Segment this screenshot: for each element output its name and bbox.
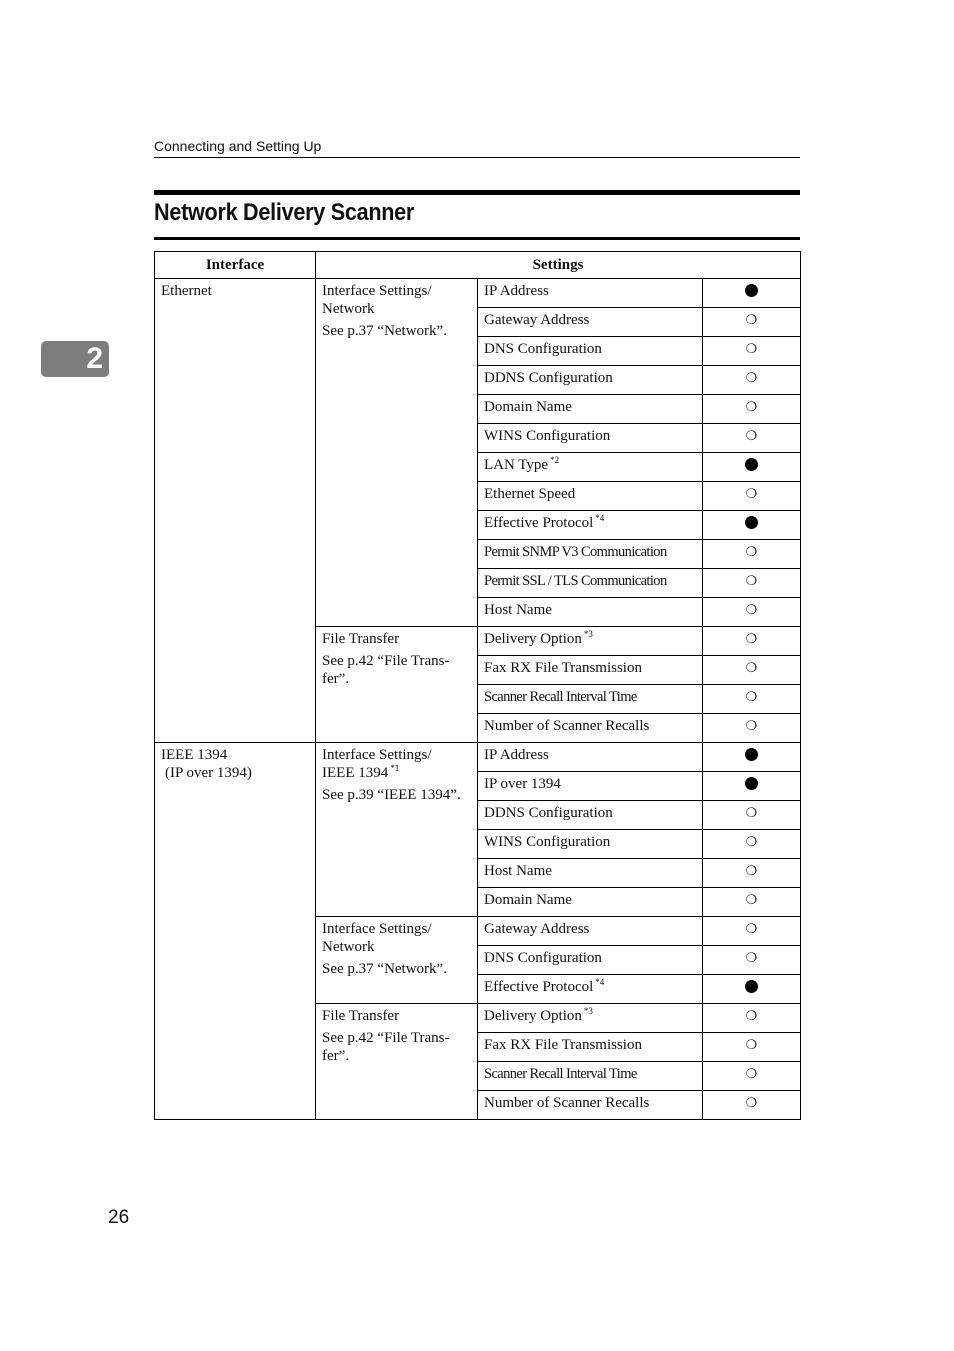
open-circle-icon: ❍ [745, 922, 758, 937]
open-circle-icon: ❍ [745, 400, 758, 415]
setting-item [478, 917, 703, 946]
setting-item [478, 366, 703, 395]
availability-cell [703, 453, 801, 482]
group-subtitle [322, 300, 471, 318]
filled-circle-icon [745, 777, 758, 790]
filled-circle-icon [745, 980, 758, 993]
table-header-row [155, 252, 801, 279]
open-circle-icon: ❍ [745, 951, 758, 966]
availability-cell [703, 743, 801, 772]
filled-circle-icon [745, 748, 758, 761]
availability-cell [703, 569, 801, 598]
open-circle-icon: ❍ [745, 313, 758, 328]
setting-label: Domain Name [484, 399, 572, 415]
open-circle-icon: ❍ [745, 342, 758, 357]
setting-label: Number of Scanner Recalls [484, 718, 650, 734]
setting-label: Permit SSL / TLS Communication [484, 573, 667, 589]
open-circle-icon: ❍ [745, 632, 758, 647]
setting-item [478, 482, 703, 511]
open-circle-icon: ❍ [745, 1067, 758, 1082]
setting-item [478, 279, 703, 308]
filled-circle-icon [745, 284, 758, 297]
table-row [155, 279, 801, 308]
page-reference: See p.39 “IEEE 1394”. [322, 787, 461, 803]
footnote-ref: *3 [583, 1006, 593, 1016]
page-number: 26 [108, 1207, 130, 1228]
interface-ieee1394 [155, 743, 316, 1120]
setting-item [478, 656, 703, 685]
setting-label: DNS Configuration [484, 341, 602, 357]
interface-name: Ethernet [161, 283, 212, 299]
setting-label: IP Address [484, 283, 549, 299]
group-subtitle [322, 938, 471, 956]
setting-item [478, 598, 703, 627]
setting-item [478, 424, 703, 453]
open-circle-icon: ❍ [745, 574, 758, 589]
availability-cell [703, 801, 801, 830]
availability-cell [703, 627, 801, 656]
open-circle-icon: ❍ [745, 371, 758, 386]
open-circle-icon: ❍ [745, 1038, 758, 1053]
availability-cell [703, 540, 801, 569]
availability-cell [703, 337, 801, 366]
setting-label: Gateway Address [484, 921, 590, 937]
footnote-ref: *2 [550, 455, 560, 465]
filled-circle-icon [745, 516, 758, 529]
footnote-ref: *3 [583, 629, 593, 639]
setting-item [478, 772, 703, 801]
settings-group [316, 917, 478, 1004]
open-circle-icon: ❍ [745, 603, 758, 618]
interface-name: IEEE 1394 [161, 747, 228, 763]
page-reference-line: See p.42 “File Trans- [322, 653, 450, 669]
availability-cell [703, 656, 801, 685]
setting-label: Domain Name [484, 892, 572, 908]
settings-group [316, 279, 478, 627]
group-subtitle-text: Network [322, 939, 375, 955]
open-circle-icon: ❍ [745, 487, 758, 502]
open-circle-icon: ❍ [745, 893, 758, 908]
setting-label: Effective Protocol [484, 515, 594, 531]
availability-cell [703, 1091, 801, 1120]
open-circle-icon: ❍ [745, 719, 758, 734]
settings-table [154, 251, 801, 1120]
group-title: Interface Settings/ [322, 747, 432, 763]
page-reference [322, 652, 471, 688]
table-row [155, 743, 801, 772]
group-title: Interface Settings/ [322, 283, 432, 299]
open-circle-icon: ❍ [745, 806, 758, 821]
setting-item [478, 627, 703, 656]
availability-cell [703, 975, 801, 1004]
setting-label: DNS Configuration [484, 950, 602, 966]
title-rule-bottom [154, 237, 800, 240]
open-circle-icon: ❍ [745, 1009, 758, 1024]
availability-cell [703, 424, 801, 453]
setting-item [478, 830, 703, 859]
setting-label: DDNS Configuration [484, 805, 613, 821]
setting-label: IP over 1394 [484, 776, 561, 792]
availability-cell [703, 917, 801, 946]
setting-label: Fax RX File Transmission [484, 1037, 642, 1053]
group-title: Interface Settings/ [322, 921, 432, 937]
setting-item [478, 714, 703, 743]
setting-label: WINS Configuration [484, 834, 611, 850]
setting-label: Host Name [484, 602, 552, 618]
interface-subname: (IP over 1394) [165, 765, 252, 781]
availability-cell [703, 946, 801, 975]
availability-cell [703, 1062, 801, 1091]
setting-label: Permit SNMP V3 Communication [484, 544, 667, 560]
chapter-tab: 2 [41, 341, 109, 377]
group-subtitle [322, 764, 471, 782]
setting-item [478, 946, 703, 975]
availability-cell [703, 859, 801, 888]
settings-group [316, 743, 478, 917]
setting-item [478, 337, 703, 366]
availability-cell [703, 482, 801, 511]
table-body [155, 279, 801, 1120]
footnote-ref: *4 [595, 513, 605, 523]
availability-cell [703, 685, 801, 714]
setting-item [478, 1062, 703, 1091]
availability-cell [703, 888, 801, 917]
setting-item [478, 1033, 703, 1062]
group-title: File Transfer [322, 1008, 400, 1024]
availability-cell [703, 598, 801, 627]
open-circle-icon: ❍ [745, 661, 758, 676]
setting-item [478, 511, 703, 540]
setting-item [478, 1004, 703, 1033]
setting-item [478, 308, 703, 337]
header-interface: Interface [155, 252, 316, 279]
open-circle-icon: ❍ [745, 1096, 758, 1111]
setting-label: Gateway Address [484, 312, 590, 328]
open-circle-icon: ❍ [745, 690, 758, 705]
setting-item [478, 685, 703, 714]
section-title: Network Delivery Scanner [154, 199, 415, 226]
page-reference-line: fer”. [322, 671, 350, 687]
setting-label: Delivery Option [484, 1008, 582, 1024]
availability-cell [703, 1004, 801, 1033]
setting-label: Scanner Recall Interval Time [484, 1066, 637, 1082]
settings-group [316, 1004, 478, 1120]
setting-item [478, 975, 703, 1004]
page-reference-line: fer”. [322, 1048, 350, 1064]
open-circle-icon: ❍ [745, 835, 758, 850]
open-circle-icon: ❍ [745, 429, 758, 444]
setting-label: Delivery Option [484, 631, 582, 647]
setting-label: Host Name [484, 863, 552, 879]
availability-cell [703, 1033, 801, 1062]
setting-item [478, 859, 703, 888]
setting-label: Number of Scanner Recalls [484, 1095, 650, 1111]
setting-item [478, 801, 703, 830]
setting-label: Scanner Recall Interval Time [484, 689, 637, 705]
settings-group [316, 627, 478, 743]
availability-cell [703, 772, 801, 801]
running-head: Connecting and Setting Up [154, 138, 800, 158]
page-reference-line: See p.42 “File Trans- [322, 1030, 450, 1046]
availability-cell [703, 366, 801, 395]
open-circle-icon: ❍ [745, 864, 758, 879]
availability-cell [703, 395, 801, 424]
availability-cell [703, 830, 801, 859]
setting-item [478, 888, 703, 917]
setting-label: Ethernet Speed [484, 486, 576, 502]
group-subtitle-text: IEEE 1394 [322, 765, 389, 781]
setting-item [478, 540, 703, 569]
group-subtitle-text: Network [322, 301, 375, 317]
setting-label: Effective Protocol [484, 979, 594, 995]
setting-label: Fax RX File Transmission [484, 660, 642, 676]
setting-item [478, 569, 703, 598]
footnote-ref: *4 [595, 977, 605, 987]
setting-label: DDNS Configuration [484, 370, 613, 386]
setting-item [478, 395, 703, 424]
setting-item [478, 1091, 703, 1120]
setting-label: WINS Configuration [484, 428, 611, 444]
footnote-ref: *1 [390, 763, 400, 773]
title-rule-top [154, 190, 800, 195]
availability-cell [703, 308, 801, 337]
setting-label: LAN Type [484, 457, 549, 473]
header-settings: Settings [316, 252, 801, 279]
availability-cell [703, 511, 801, 540]
open-circle-icon: ❍ [745, 545, 758, 560]
page-reference: See p.37 “Network”. [322, 961, 447, 977]
filled-circle-icon [745, 458, 758, 471]
setting-item [478, 743, 703, 772]
availability-cell [703, 279, 801, 308]
setting-label: IP Address [484, 747, 549, 763]
availability-cell [703, 714, 801, 743]
interface-ethernet [155, 279, 316, 743]
setting-item [478, 453, 703, 482]
page-reference: See p.37 “Network”. [322, 323, 447, 339]
page-reference [322, 1029, 471, 1065]
group-title: File Transfer [322, 631, 400, 647]
